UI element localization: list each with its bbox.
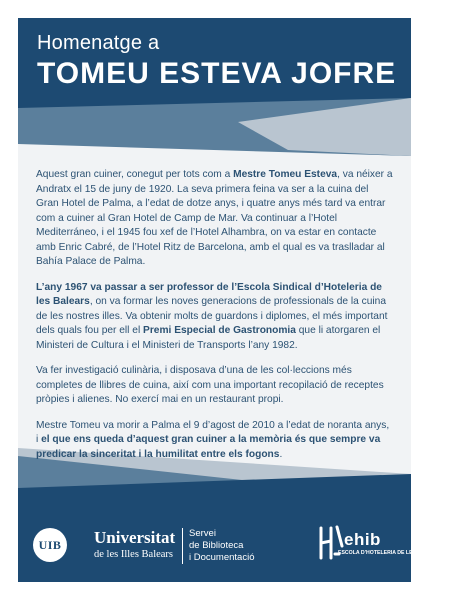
school-logo-name: ehib — [344, 530, 381, 549]
service-name — [189, 528, 254, 564]
footer-divider — [182, 528, 183, 564]
text-run: Va fer investigació culinària, i disposava d’una de les col·leccions més completes de llibres de cuina, així com una important recopilació de receptes pròpies i alienes. No exercí mai en un restaurant propi. — [36, 365, 384, 405]
service-line: i Documentació — [189, 552, 255, 563]
text-run: . — [279, 448, 283, 460]
service-line: Servei — [189, 528, 216, 539]
biography-text — [36, 168, 393, 473]
paragraph — [36, 419, 393, 463]
service-line: de Biblioteca — [189, 540, 244, 551]
footer — [18, 498, 459, 582]
uib-seal-icon: UIB — [33, 528, 67, 562]
text-run: , on va formar les noves generacions de professionals de la cuina de les nostres illes. Va obtenir molts de guardons i diplomes, el més important dels quals fou per ell el — [36, 296, 388, 336]
text-run: Aquest gran cuiner, conegut per tots com a — [36, 169, 234, 180]
university-name: Universitat — [94, 528, 176, 547]
text-run: , va néixer a Andratx el 15 de juny de 1920. La seva primera feina va ser a la cuina del Gran Hotel de Palma, a l’edat de dotze anys, i quatre anys més tard va entrar com a cuiner al Gran Hotel de Camp de Mar. Va continuar a l’Hotel Mediterráneo, i el 1945 fou xef de l’Hotel Alhambra, on va estar en contacte amb Enric Cabré, de l’Hotel Ritz de Barcelona, amb el qual es va traslladar al Bahía Palace de Palma. — [36, 169, 393, 267]
school-logo-subtitle: ESCOLA D’HOTELERIA DE LES ILLES BALEARS — [338, 550, 459, 556]
text-run: Mestre Tomeu va morir a Palma el 9 d’agost de 2010 a l’edat de noranta anys, i — [36, 419, 390, 445]
header-title: TOMEU ESTEVA JOFRE — [37, 57, 397, 90]
bold-text-run: Premi Especial de Gastronomia — [143, 325, 296, 336]
text-run: que li atorgaren el Ministeri de Cultura i el Ministeri de Transports l’any 1982. — [36, 325, 381, 351]
bold-text-run: el que ens queda d’aquest gran cuiner a la memòria és que sempre va predicar la sinceritat i la humilitat entre els fogons — [36, 434, 381, 460]
ehib-logo-icon — [315, 524, 345, 564]
bold-text-run: L’any 1967 va passar a ser professor de l’Escola Sindical d’Hoteleria de les Balears — [36, 281, 382, 307]
bold-text-run: Mestre Tomeu Esteva — [233, 169, 338, 180]
header — [18, 18, 411, 128]
paragraph — [36, 168, 393, 270]
paragraph — [36, 281, 393, 354]
poster — [18, 18, 459, 582]
header-line-1: Homenatge a — [37, 32, 160, 54]
university-subtitle: de les Illes Balears — [94, 549, 174, 560]
paragraph — [36, 364, 393, 408]
